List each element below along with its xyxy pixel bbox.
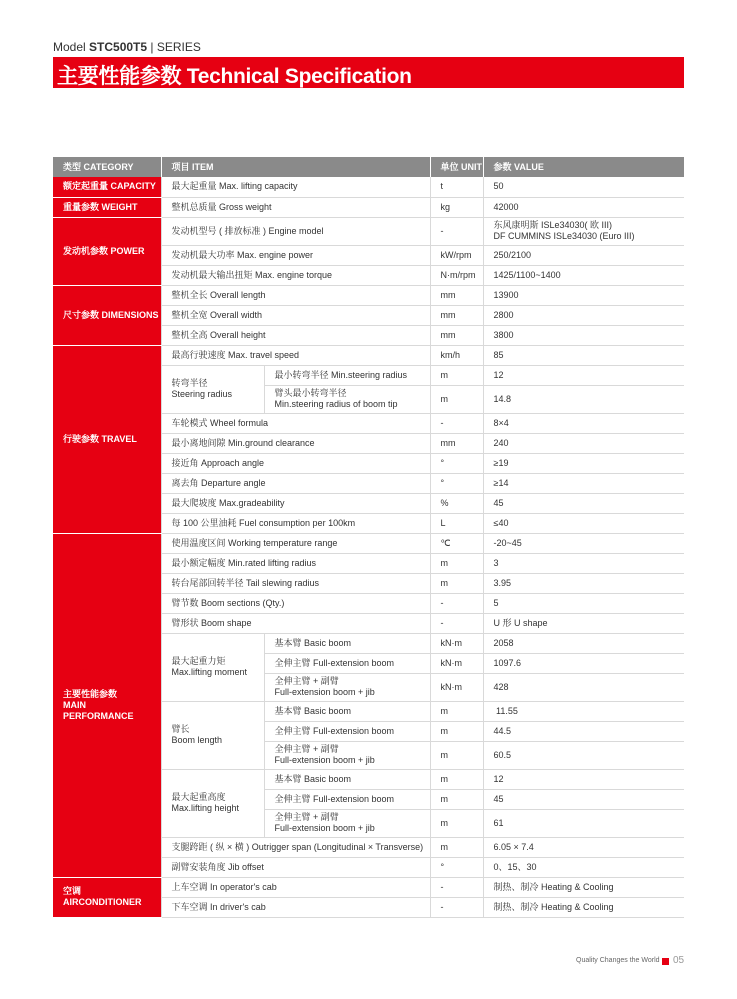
header-value: 参数 VALUE bbox=[483, 157, 684, 177]
table-row: 臂长 Boom length 基本臂 Basic boom m 11.55 bbox=[53, 701, 684, 721]
model-name: STC500T5 bbox=[89, 40, 148, 54]
table-row: 整机全宽 Overall width mm 2800 bbox=[53, 305, 684, 325]
table-row: 每 100 公里油耗 Fuel consumption per 100km L ≤40 bbox=[53, 513, 684, 533]
table-row: 发动机最大功率 Max. engine power kW/rpm 250/2100 bbox=[53, 245, 684, 265]
table-row: 全伸主臂 Full-extension boom kN·m 1097.6 bbox=[53, 653, 684, 673]
header-item: 项目 ITEM bbox=[161, 157, 430, 177]
table-row: 副臂安装角度 Jib offset ° 0、15、30 bbox=[53, 857, 684, 877]
table-row: 重量参数 WEIGHT 整机总质量 Gross weight kg 42000 bbox=[53, 197, 684, 217]
table-row: 主要性能参数 MAIN PERFORMANCE 使用温度区间 Working temperature range ℃ -20~45 bbox=[53, 533, 684, 553]
table-row: 发动机参数 POWER 发动机型号 ( 排放标准 ) Engine model - 东风康明斯 ISLe34030( 欧 III) DF CUMMINS ISLe34030 (Euro III) bbox=[53, 217, 684, 245]
table-row: 最大起重力矩 Max.lifting moment 基本臂 Basic boom kN·m 2058 bbox=[53, 633, 684, 653]
header-category: 类型 CATEGORY bbox=[53, 157, 161, 177]
table-row: 车轮模式 Wheel formula - 8×4 bbox=[53, 413, 684, 433]
table-row: 最小额定幅度 Min.rated lifting radius m 3 bbox=[53, 553, 684, 573]
category-main-performance: 主要性能参数 MAIN PERFORMANCE bbox=[53, 533, 161, 877]
category-dimensions: 尺寸参数 DIMENSIONS bbox=[53, 285, 161, 345]
page-title: 主要性能参数 Technical Specification bbox=[57, 65, 412, 88]
footer-square-icon bbox=[662, 958, 669, 965]
category-capacity: 额定起重量 CAPACITY bbox=[53, 177, 161, 197]
title-bar bbox=[53, 57, 684, 88]
table-row: 臂节数 Boom sections (Qty.) - 5 bbox=[53, 593, 684, 613]
model-line: Model STC500T5 | SERIES bbox=[53, 40, 201, 54]
table-row: 全伸主臂 + 副臂 Full-extension boom + jib kN·m 428 bbox=[53, 673, 684, 701]
table-row: 臂头最小转弯半径 Min.steering radius of boom tip m 14.8 bbox=[53, 385, 684, 413]
table-row: 尺寸参数 DIMENSIONS 整机全长 Overall length mm 13900 bbox=[53, 285, 684, 305]
table-row: 全伸主臂 Full-extension boom m 44.5 bbox=[53, 721, 684, 741]
table-row: 下车空调 In driver's cab - 制热、制冷 Heating & Cooling bbox=[53, 897, 684, 917]
spec-table bbox=[53, 157, 684, 918]
category-weight: 重量参数 WEIGHT bbox=[53, 197, 161, 217]
table-row: 最大起重高度 Max.lifting height 基本臂 Basic boom m 12 bbox=[53, 769, 684, 789]
category-travel: 行驶参数 TRAVEL bbox=[53, 345, 161, 533]
category-airconditioner: 空调 AIRCONDITIONER bbox=[53, 877, 161, 917]
table-row: 全伸主臂 + 副臂 Full-extension boom + jib m 60.5 bbox=[53, 741, 684, 769]
table-row: 臂形状 Boom shape - U 形 U shape bbox=[53, 613, 684, 633]
table-row: 离去角 Departure angle ° ≥14 bbox=[53, 473, 684, 493]
table-row: 支腿跨距 ( 纵 × 横 ) Outrigger span (Longitudinal × Transverse) m 6.05 × 7.4 bbox=[53, 837, 684, 857]
table-row: 行驶参数 TRAVEL 最高行驶速度 Max. travel speed km/h 85 bbox=[53, 345, 684, 365]
table-row: 空调 AIRCONDITIONER 上车空调 In operator's cab - 制热、制冷 Heating & Cooling bbox=[53, 877, 684, 897]
table-row: 最小离地间隙 Min.ground clearance mm 240 bbox=[53, 433, 684, 453]
table-row: 接近角 Approach angle ° ≥19 bbox=[53, 453, 684, 473]
table-row: 全伸主臂 + 副臂 Full-extension boom + jib m 61 bbox=[53, 809, 684, 837]
table-row: 额定起重量 CAPACITY 最大起重量 Max. lifting capacity t 50 bbox=[53, 177, 684, 197]
table-row: 最大爬坡度 Max.gradeability % 45 bbox=[53, 493, 684, 513]
page-number: 05 bbox=[673, 955, 685, 966]
table-row: 整机全高 Overall height mm 3800 bbox=[53, 325, 684, 345]
category-power: 发动机参数 POWER bbox=[53, 217, 161, 285]
table-row: 全伸主臂 Full-extension boom m 45 bbox=[53, 789, 684, 809]
table-row: 转台尾部回转半径 Tail slewing radius m 3.95 bbox=[53, 573, 684, 593]
footer-tagline: Quality Changes the World bbox=[576, 957, 660, 964]
table-row: 转弯半径 Steering radius 最小转弯半径 Min.steering radius m 12 bbox=[53, 365, 684, 385]
header-unit: 单位 UNIT bbox=[430, 157, 483, 177]
table-header-row bbox=[53, 157, 684, 177]
table-row: 发动机最大输出扭矩 Max. engine torque N·m/rpm 1425/1100~1400 bbox=[53, 265, 684, 285]
